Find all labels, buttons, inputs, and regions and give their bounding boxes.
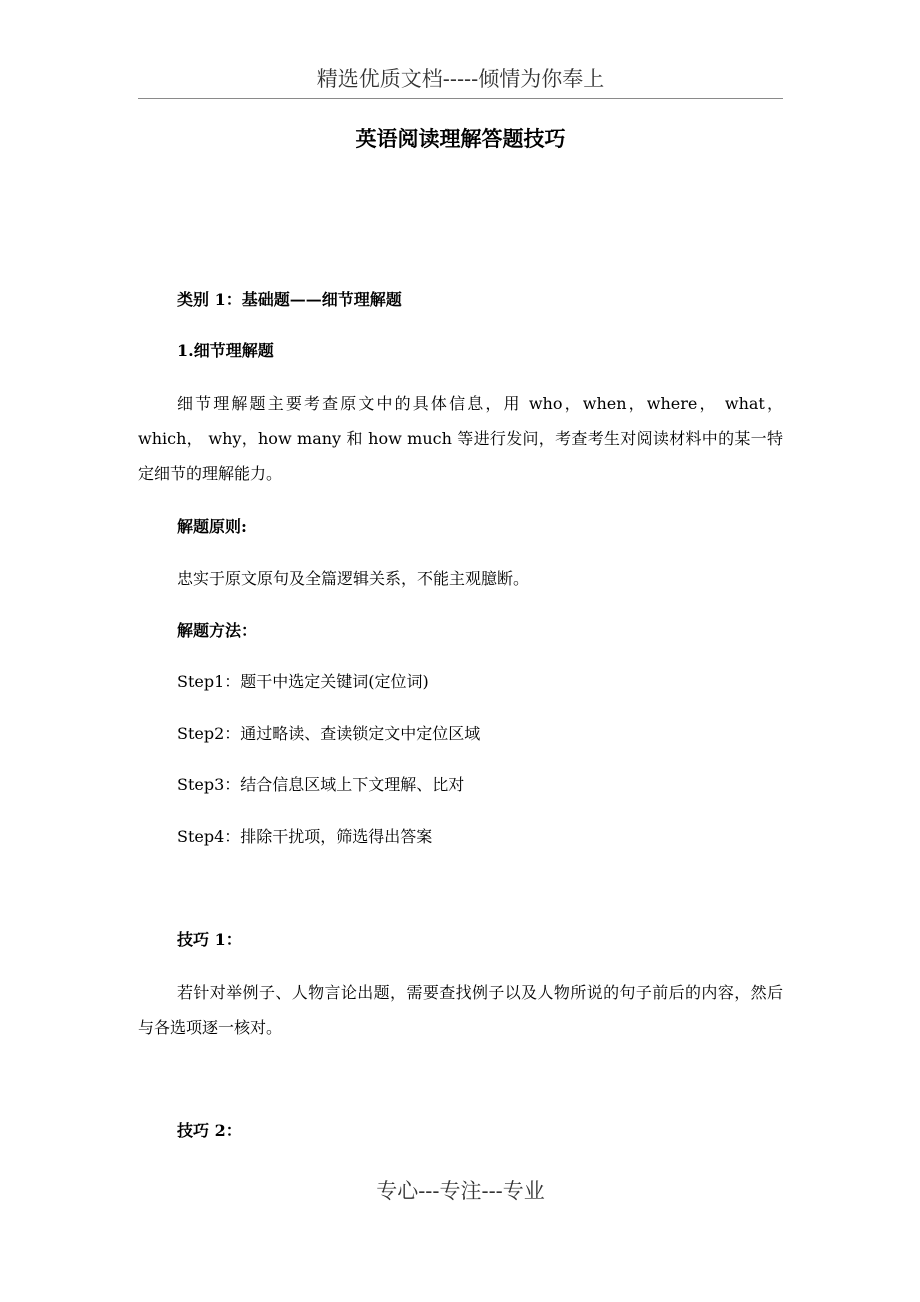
principle-label: 解题原则: [177,517,247,536]
principle-text: 忠实于原文原句及全篇逻辑关系，不能主观臆断。 [177,569,530,588]
step-item: Step4：排除干扰项，筛选得出答案 [177,827,433,846]
document-title: 英语阅读理解答题技巧 [355,126,566,151]
page-footer: 专心---专注---专业 [376,1179,545,1203]
tip1-paragraph: 若针对举例子、人物言论出题，需要查找例子以及人物所说的句子前后的内容，然后与各选项逐一核对。 [138,983,783,1037]
intro-paragraph: 细节理解题主要考查原文中的具体信息，用 who，when，where， what，which， why，how many 和 how much 等进行发问，考查考生对阅读材料中的某一特定细节的理解能力。 [138,394,783,483]
method-label: 解题方法： [177,621,258,640]
step-item: Step2：通过略读、查读锁定文中定位区域 [177,724,481,743]
header-divider [138,98,783,99]
step-item: Step1：题干中选定关键词(定位词) [177,672,429,691]
section-heading: 类别 1：基础题——细节理解题 [177,290,402,309]
tip1-label: 技巧 1： [177,930,242,949]
subsection-heading: 1.细节理解题 [177,341,274,360]
step-item: Step3：结合信息区域上下文理解、比对 [177,775,465,794]
tip2-label: 技巧 2： [177,1121,242,1140]
page-header: 精选优质文档-----倾情为你奉上 [316,67,605,91]
